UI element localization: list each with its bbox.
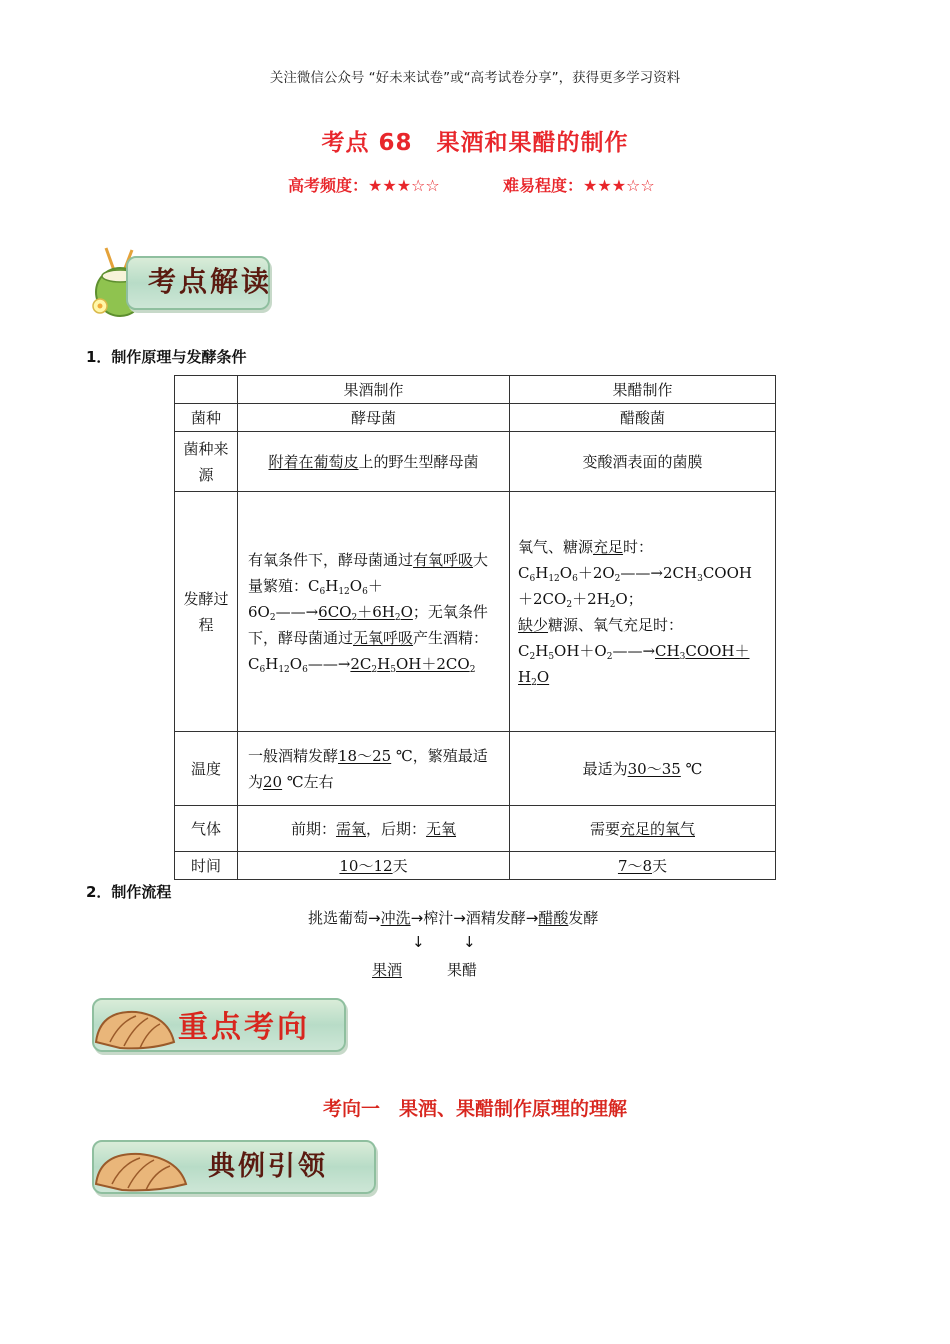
vinegar-cell: 7～8天 bbox=[510, 852, 776, 880]
wine-cell: 10～12天 bbox=[238, 852, 510, 880]
flow-arrow: → bbox=[368, 909, 381, 927]
page-title: 考点 68 果酒和果醋的制作 bbox=[321, 130, 629, 156]
vinegar-cell: 最适为30～35 ℃ bbox=[510, 732, 776, 806]
vinegar-cell: 醋酸菌 bbox=[510, 404, 776, 432]
table-header-vinegar: 果醋制作 bbox=[510, 376, 776, 404]
section-1-heading: 1．制作原理与发酵条件 bbox=[86, 348, 247, 366]
table-header-empty bbox=[175, 376, 238, 404]
kaodian-banner-text: 考点解读 bbox=[148, 265, 273, 298]
wine-cell: 有氧条件下，酵母菌通过有氧呼吸大量繁殖：$C_6H_{12}O_6+$ $6O_2——\to 6CO_2+6H_2O$；无氧条件下，酵母菌通过无氧呼吸产生酒精： $C_6H_{12}O_6——\to 2C_2H_5OH+2CO_2$ bbox=[238, 492, 510, 732]
principle-table bbox=[174, 375, 776, 880]
dianli-banner bbox=[86, 1130, 378, 1204]
row-label: 时间 bbox=[175, 852, 238, 880]
difficulty-stars: ★★★☆☆ bbox=[583, 176, 655, 195]
frequency-stars: ★★★☆☆ bbox=[368, 176, 440, 195]
row-label: 发酵过程 bbox=[175, 492, 238, 732]
table-row-temperature bbox=[175, 732, 776, 806]
kaodian-banner bbox=[86, 246, 276, 320]
direction-heading: 考向一 果酒、果醋制作原理的理解 bbox=[322, 1098, 627, 1120]
frequency-rating bbox=[288, 173, 440, 196]
cell-text: 上的野生型酵母菌 bbox=[358, 452, 479, 471]
zhongdian-banner bbox=[86, 988, 348, 1062]
down-arrow-icon: ↓ bbox=[412, 933, 425, 951]
vinegar-cell: 需要充足的氧气 bbox=[510, 806, 776, 852]
shell-icon bbox=[90, 1002, 176, 1052]
row-label: 温度 bbox=[175, 732, 238, 806]
dianli-banner-text: 典例引领 bbox=[208, 1151, 328, 1182]
flow-step: 醋酸 bbox=[538, 909, 569, 927]
process-flow: 挑选葡萄→冲洗→榨汁→酒精发酵→醋酸发酵 bbox=[308, 909, 599, 927]
wine-cell: 一般酒精发酵18～25 ℃，繁殖最适为20 ℃左右 bbox=[238, 732, 510, 806]
shell-icon bbox=[90, 1144, 190, 1194]
wine-cell bbox=[238, 432, 510, 492]
table-row-process bbox=[175, 492, 776, 732]
wine-cell: 前期：需氧，后期：无氧 bbox=[238, 806, 510, 852]
table-row-gas bbox=[175, 806, 776, 852]
row-label: 菌种 bbox=[175, 404, 238, 432]
difficulty-rating bbox=[503, 173, 655, 196]
flow-output-vinegar: 果醋 bbox=[447, 961, 478, 979]
answer-blank: 附着在葡萄皮 bbox=[268, 452, 359, 471]
vinegar-cell: 变酸酒表面的菌膜 bbox=[510, 432, 776, 492]
vinegar-cell: 氧气、糖源充足时： $C_6H_{12}O_6+2O_2——\to 2CH_3COOH$ $+2CO_2+2H_2O$； 缺少糖源、氧气充足时： $C_2H_5OH+O_2——\to CH_3COOH+$ $H_2O$ bbox=[510, 492, 776, 732]
wine-cell: 酵母菌 bbox=[238, 404, 510, 432]
flow-step: 榨汁 bbox=[423, 909, 454, 927]
row-label: 气体 bbox=[175, 806, 238, 852]
table-header-row bbox=[175, 376, 776, 404]
flow-output-wine: 果酒 bbox=[372, 961, 403, 979]
frequency-label: 高考频度： bbox=[288, 176, 369, 195]
flow-step: 冲洗 bbox=[380, 909, 411, 927]
table-row-time bbox=[175, 852, 776, 880]
difficulty-label: 难易程度： bbox=[503, 176, 584, 195]
flow-step: 酒精发酵 bbox=[465, 909, 526, 927]
table-row-strain bbox=[175, 404, 776, 432]
table-header-wine: 果酒制作 bbox=[238, 376, 510, 404]
section-2-heading: 2．制作流程 bbox=[86, 883, 172, 901]
row-label: 菌种来源 bbox=[175, 432, 238, 492]
zhongdian-banner-text: 重点考向 bbox=[178, 1010, 310, 1045]
down-arrow-icon: ↓ bbox=[463, 933, 476, 951]
flow-step: 挑选葡萄 bbox=[308, 909, 369, 927]
header-notice: 关注微信公众号 “好未来试卷”或“高考试卷分享”，获得更多学习资料 bbox=[269, 70, 681, 86]
table-row-source bbox=[175, 432, 776, 492]
